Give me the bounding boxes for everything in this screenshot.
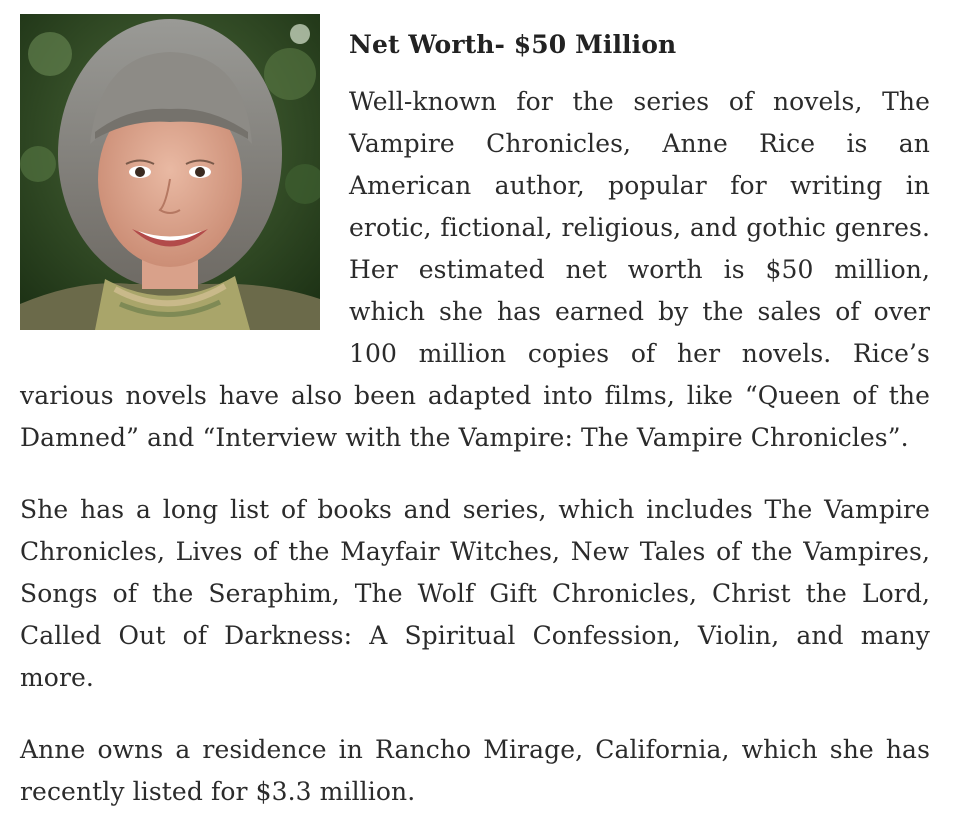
- portrait-photo: [20, 14, 320, 330]
- portrait-illustration: [20, 14, 320, 330]
- article-body: [20, 0, 930, 813]
- paragraph-books: She has a long list of books and series, which includes The Vampire Chronicles, Lives of the Mayfair Witches, New Tales of the Vampires, Songs of the Seraphim, The Wolf Gift Chronicles, Christ the Lord, Called Out of Darkness: A Spiritual Confession, Violin, and many more.: [20, 495, 930, 692]
- net-worth-heading: Net Worth- $50 Million: [349, 30, 677, 59]
- paragraph-residence: Anne owns a residence in Rancho Mirage, California, which she has recently listed for $3.3 million.: [20, 735, 930, 806]
- paragraph-intro: Well-known for the series of novels, The Vampire Chronicles, Anne Rice is an American author, popular for writing in erotic, fictional, religious, and gothic genres. Her estimated net worth is $50 million, which she has earned by the sales of over 100 million copies of her novels. Rice’s various novels have also been adapted into films, like “Queen of the Damned” and “Interview with the Vampire: The Vampire Chronicles”.: [20, 87, 930, 452]
